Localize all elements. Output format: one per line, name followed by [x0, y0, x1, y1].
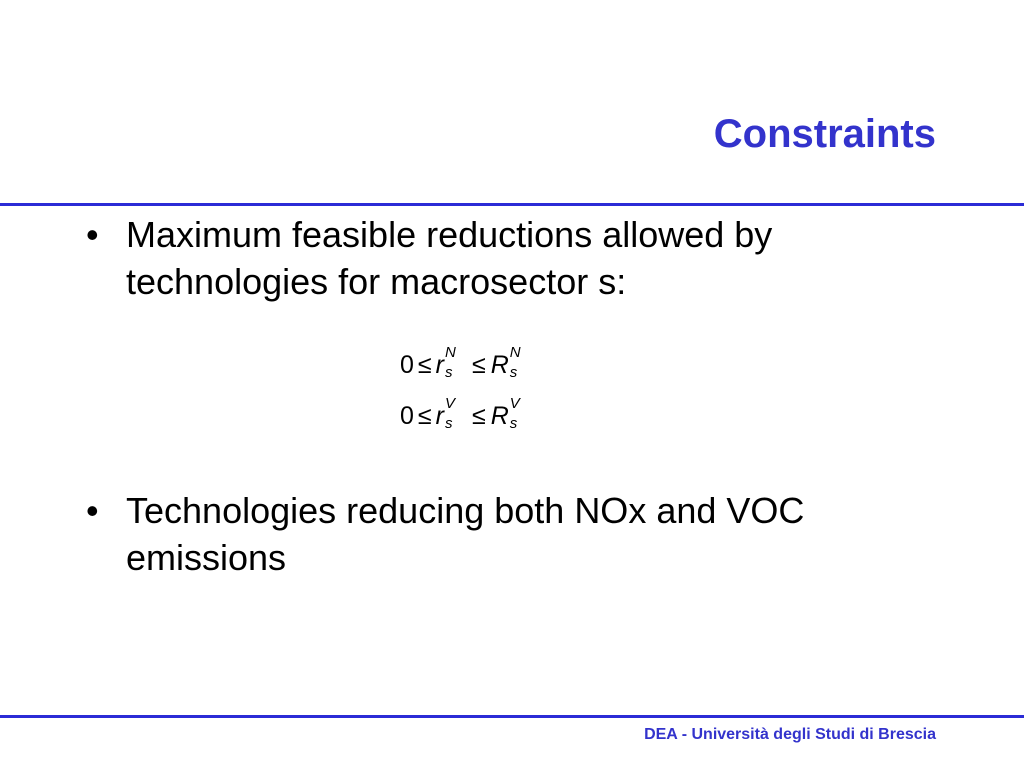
superscript: N: [444, 344, 456, 362]
top-divider: [0, 203, 1024, 206]
subscript: s: [509, 364, 518, 382]
variable-r: r: [435, 351, 444, 379]
superscript-subscript: [444, 395, 458, 433]
subscript: s: [509, 415, 518, 433]
variable-R: R: [490, 402, 509, 430]
superscript: V: [509, 395, 520, 413]
leq-operator: ≤: [417, 402, 432, 430]
bullet-item: [86, 487, 906, 581]
bullet-text: Maximum feasible reductions allowed by technologies for macrosector s:: [126, 214, 773, 302]
leq-operator: ≤: [471, 402, 486, 430]
superscript-subscript: [509, 344, 523, 382]
equation-lhs: 0: [400, 351, 414, 379]
footer-institution: DEA - Università degli Studi di Brescia: [644, 726, 936, 743]
equation-nox: [400, 344, 523, 382]
superscript-subscript: [509, 395, 523, 433]
subscript: s: [444, 415, 453, 433]
superscript-subscript: [444, 344, 458, 382]
leq-operator: ≤: [471, 351, 486, 379]
leq-operator: ≤: [417, 351, 432, 379]
bullet-item: [86, 211, 906, 305]
equation-voc: [400, 395, 523, 433]
bullet-text: Technologies reducing both NOx and VOC emissions: [126, 490, 805, 578]
bottom-divider: [0, 715, 1024, 718]
variable-r: r: [435, 402, 444, 430]
variable-R: R: [490, 351, 509, 379]
equation-lhs: 0: [400, 402, 414, 430]
slide-title: Constraints: [713, 112, 936, 156]
superscript: V: [444, 395, 455, 413]
bullet-marker: •: [86, 490, 99, 531]
bullet-marker: •: [86, 214, 99, 255]
subscript: s: [444, 364, 453, 382]
superscript: N: [509, 344, 521, 362]
